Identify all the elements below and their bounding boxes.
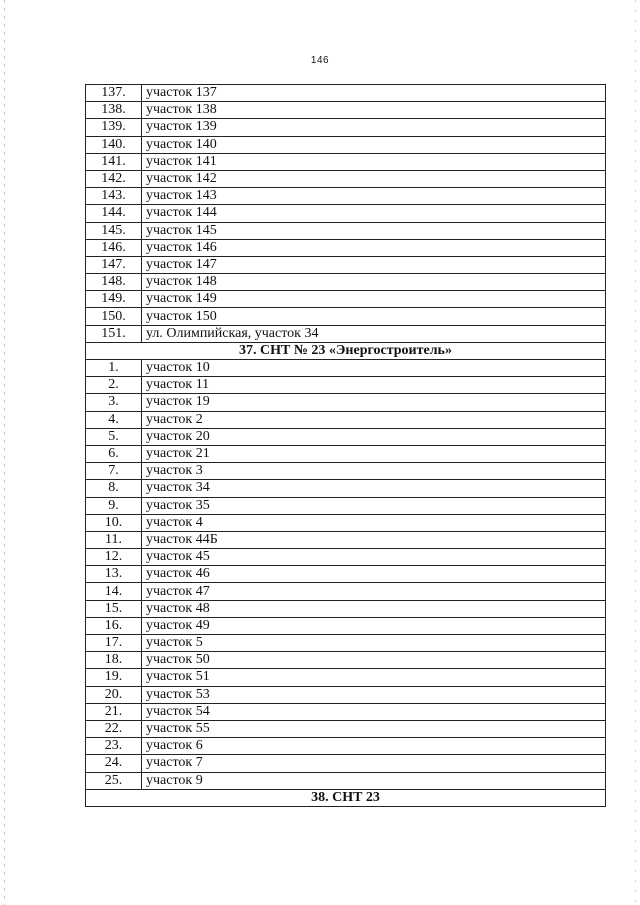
- plot-name: участок 139: [142, 119, 606, 136]
- table-row: [86, 566, 606, 583]
- plot-name: ул. Олимпийская, участок 34: [142, 325, 606, 342]
- row-number: 6.: [86, 445, 142, 462]
- row-number: 4.: [86, 411, 142, 428]
- row-number: 5.: [86, 428, 142, 445]
- table-row: [86, 635, 606, 652]
- row-number: 17.: [86, 635, 142, 652]
- table-row: [86, 377, 606, 394]
- row-number: 137.: [86, 85, 142, 102]
- table-row: [86, 652, 606, 669]
- plot-name: участок 11: [142, 377, 606, 394]
- table-row: [86, 772, 606, 789]
- table-row: [86, 428, 606, 445]
- row-number: 144.: [86, 205, 142, 222]
- table-row: [86, 480, 606, 497]
- plot-name: участок 50: [142, 652, 606, 669]
- table-row: [86, 360, 606, 377]
- table-row: [86, 85, 606, 102]
- row-number: 20.: [86, 686, 142, 703]
- table-row: [86, 669, 606, 686]
- table-row: [86, 188, 606, 205]
- table-row: [86, 222, 606, 239]
- plot-name: участок 35: [142, 497, 606, 514]
- table-row: [86, 549, 606, 566]
- row-number: 143.: [86, 188, 142, 205]
- plot-name: участок 6: [142, 738, 606, 755]
- plot-name: участок 9: [142, 772, 606, 789]
- plot-name: участок 5: [142, 635, 606, 652]
- page-number: 146: [310, 55, 330, 66]
- row-number: 16.: [86, 617, 142, 634]
- plot-name: участок 2: [142, 411, 606, 428]
- row-number: 149.: [86, 291, 142, 308]
- plot-name: участок 140: [142, 136, 606, 153]
- row-number: 146.: [86, 239, 142, 256]
- plot-name: участок 4: [142, 514, 606, 531]
- table-row: [86, 600, 606, 617]
- table-row: [86, 136, 606, 153]
- plot-name: участок 53: [142, 686, 606, 703]
- row-number: 13.: [86, 566, 142, 583]
- row-number: 8.: [86, 480, 142, 497]
- table-row: [86, 239, 606, 256]
- table-row: [86, 583, 606, 600]
- plot-name: участок 19: [142, 394, 606, 411]
- table-row: [86, 325, 606, 342]
- table-row: [86, 514, 606, 531]
- table-row: [86, 205, 606, 222]
- table-row: [86, 256, 606, 273]
- plot-name: участок 145: [142, 222, 606, 239]
- scan-right-edge: [635, 0, 636, 905]
- plot-name: участок 51: [142, 669, 606, 686]
- row-number: 3.: [86, 394, 142, 411]
- table-row: [86, 497, 606, 514]
- plot-name: участок 48: [142, 600, 606, 617]
- plot-name: участок 150: [142, 308, 606, 325]
- table-row: [86, 170, 606, 187]
- section-heading: 38. СНТ 23: [86, 789, 606, 806]
- plots-table-body: [86, 85, 606, 807]
- table-row: [86, 411, 606, 428]
- row-number: 140.: [86, 136, 142, 153]
- table-row: [86, 274, 606, 291]
- row-number: 22.: [86, 720, 142, 737]
- plot-name: участок 143: [142, 188, 606, 205]
- row-number: 19.: [86, 669, 142, 686]
- row-number: 14.: [86, 583, 142, 600]
- table-row: [86, 463, 606, 480]
- plot-name: участок 10: [142, 360, 606, 377]
- row-number: 18.: [86, 652, 142, 669]
- row-number: 142.: [86, 170, 142, 187]
- table-row: [86, 703, 606, 720]
- section-heading-row: [86, 789, 606, 806]
- row-number: 2.: [86, 377, 142, 394]
- row-number: 9.: [86, 497, 142, 514]
- plot-name: участок 146: [142, 239, 606, 256]
- row-number: 24.: [86, 755, 142, 772]
- row-number: 15.: [86, 600, 142, 617]
- row-number: 1.: [86, 360, 142, 377]
- section-heading: 37. СНТ № 23 «Энергостроитель»: [86, 342, 606, 359]
- plot-name: участок 54: [142, 703, 606, 720]
- plot-name: участок 44Б: [142, 531, 606, 548]
- table-row: [86, 119, 606, 136]
- plot-name: участок 147: [142, 256, 606, 273]
- plot-name: участок 144: [142, 205, 606, 222]
- plot-name: участок 55: [142, 720, 606, 737]
- plot-name: участок 141: [142, 153, 606, 170]
- plot-name: участок 3: [142, 463, 606, 480]
- table-row: [86, 531, 606, 548]
- plot-name: участок 137: [142, 85, 606, 102]
- plot-name: участок 138: [142, 102, 606, 119]
- table-row: [86, 394, 606, 411]
- table-row: [86, 291, 606, 308]
- row-number: 145.: [86, 222, 142, 239]
- row-number: 21.: [86, 703, 142, 720]
- plot-name: участок 34: [142, 480, 606, 497]
- row-number: 23.: [86, 738, 142, 755]
- plot-name: участок 148: [142, 274, 606, 291]
- section-heading-row: [86, 342, 606, 359]
- plot-name: участок 46: [142, 566, 606, 583]
- plot-name: участок 45: [142, 549, 606, 566]
- table-row: [86, 445, 606, 462]
- table-row: [86, 153, 606, 170]
- row-number: 150.: [86, 308, 142, 325]
- table-row: [86, 102, 606, 119]
- plot-name: участок 47: [142, 583, 606, 600]
- row-number: 148.: [86, 274, 142, 291]
- row-number: 151.: [86, 325, 142, 342]
- plot-name: участок 49: [142, 617, 606, 634]
- row-number: 7.: [86, 463, 142, 480]
- table-row: [86, 720, 606, 737]
- row-number: 141.: [86, 153, 142, 170]
- plot-name: участок 142: [142, 170, 606, 187]
- table-row: [86, 686, 606, 703]
- row-number: 139.: [86, 119, 142, 136]
- table-row: [86, 755, 606, 772]
- table-row: [86, 617, 606, 634]
- row-number: 138.: [86, 102, 142, 119]
- row-number: 147.: [86, 256, 142, 273]
- row-number: 10.: [86, 514, 142, 531]
- plot-name: участок 20: [142, 428, 606, 445]
- plot-name: участок 149: [142, 291, 606, 308]
- plot-name: участок 21: [142, 445, 606, 462]
- plots-table: [85, 84, 606, 807]
- row-number: 25.: [86, 772, 142, 789]
- row-number: 12.: [86, 549, 142, 566]
- row-number: 11.: [86, 531, 142, 548]
- plot-name: участок 7: [142, 755, 606, 772]
- table-row: [86, 738, 606, 755]
- table-row: [86, 308, 606, 325]
- scan-left-edge: [4, 0, 5, 905]
